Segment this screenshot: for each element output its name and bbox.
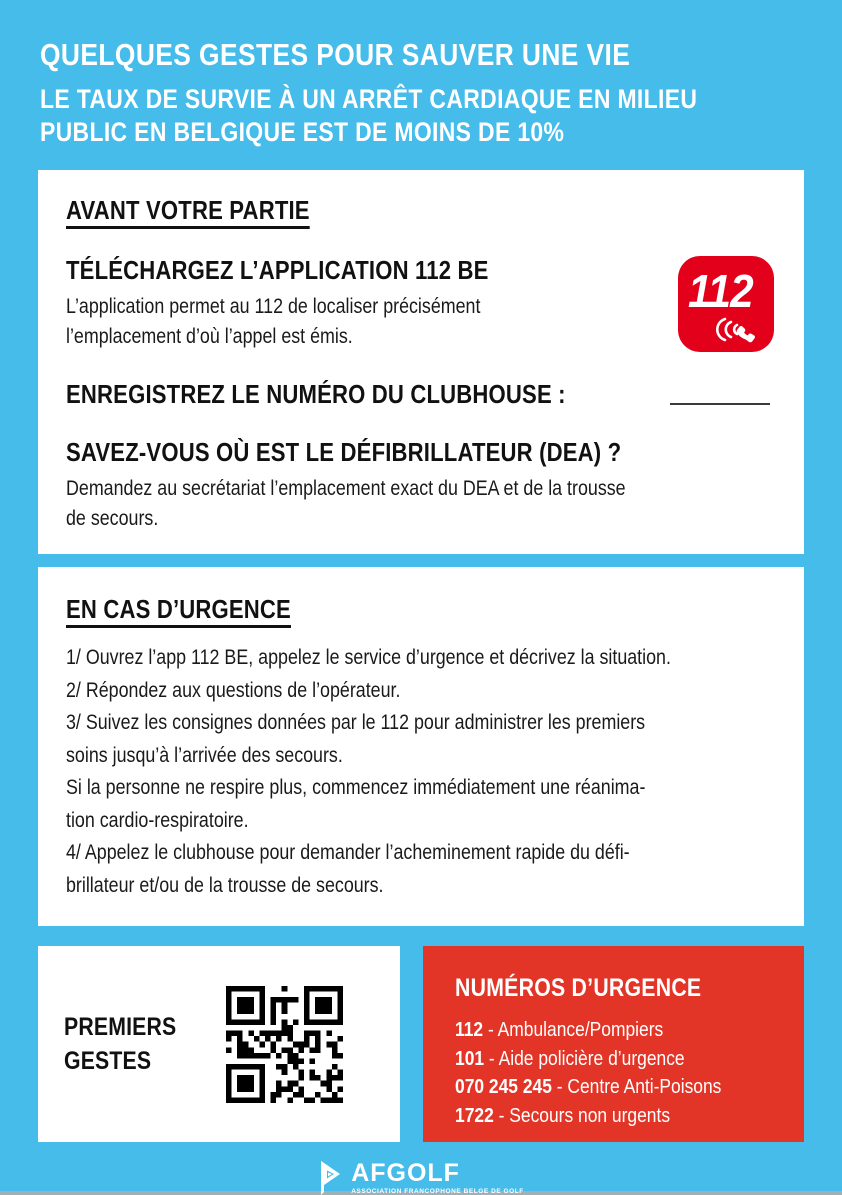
afgolf-logo-text: [351, 1160, 524, 1195]
emergency-steps-list: [66, 642, 776, 902]
emergency-step-line: brillateur et/ou de la trousse de secours.: [66, 873, 384, 897]
download-app-body-line: L’application permet au 112 de localiser précisément: [66, 295, 481, 318]
app-112-text: [66, 254, 678, 352]
bottom-row: [38, 946, 804, 1142]
download-app-body-line: l’emplacement d’où l’appel est émis.: [66, 325, 353, 348]
badge-112-number: 112: [688, 265, 753, 317]
afgolf-footer: [40, 1160, 802, 1195]
download-app-body: [66, 292, 678, 352]
clubhouse-number-blank-field: [670, 403, 770, 405]
emergency-step-line: 3/ Suivez les consignes données par le 112 pour administrer les premiers: [66, 711, 646, 734]
first-aid-label-line: PREMIERS: [64, 1013, 177, 1041]
before-card-heading: AVANT VOTRE PARTIE: [66, 195, 310, 225]
separator: -: [483, 1018, 498, 1041]
dea-body-line: Demandez au secrétariat l’emplacement exact du DEA et de la trousse: [66, 477, 626, 500]
emergency-number: 112: [455, 1018, 484, 1041]
dea-section: [66, 436, 776, 534]
qr-code: [226, 986, 343, 1103]
emergency-number-label: Aide policière d’urgence: [498, 1046, 685, 1070]
emergency-number-item: [455, 1073, 772, 1102]
emergency-numbers-card: [423, 946, 804, 1142]
separator: -: [493, 1103, 510, 1127]
emergency-number-item: [455, 1102, 772, 1131]
emergency-step-line: soins jusqu’à l’arrivée des secours.: [66, 743, 343, 767]
page-title: QUELQUES GESTES POUR SAUVER UNE VIE: [40, 37, 631, 72]
emergency-step-line: 4/ Appelez le clubhouse pour demander l’acheminement rapide du défi-: [66, 841, 630, 864]
emergency-step-line: Si la personne ne respire plus, commencez immédiatement une réanima-: [66, 776, 646, 799]
emergency-numbers-list: [455, 1016, 772, 1130]
dea-heading: SAVEZ-VOUS OÙ EST LE DÉFIBRILLATEUR (DEA) ?: [66, 437, 622, 467]
emergency-step-line: 1/ Ouvrez l’app 112 BE, appelez le service d’urgence et décrivez la situation.: [66, 646, 671, 669]
before-your-round-card: [38, 170, 804, 554]
separator: -: [551, 1075, 568, 1098]
emergency-number: 1722: [455, 1103, 494, 1127]
page-subtitle-line: PUBLIC EN BELGIQUE EST DE MOINS DE 10%: [40, 117, 565, 147]
afgolf-tagline: ASSOCIATION FRANCOPHONE BELGE DE GOLF: [351, 1188, 524, 1195]
clubhouse-number-heading: ENREGISTREZ LE NUMÉRO DU CLUBHOUSE :: [66, 379, 566, 409]
qr-code-image: [226, 986, 343, 1103]
first-aid-card: [38, 946, 400, 1142]
emergency-number-label: Secours non urgents: [509, 1103, 671, 1127]
emergency-number-item: [455, 1016, 772, 1045]
dea-body-line: de secours.: [66, 507, 159, 530]
emergency-number-label: Centre Anti-Poisons: [567, 1075, 722, 1098]
app-112-phone-icon: [678, 256, 774, 352]
emergency-steps-card: [38, 567, 804, 926]
emergency-number: 070 245 245: [455, 1075, 552, 1098]
emergency-number-label: Ambulance/Pompiers: [497, 1018, 664, 1041]
page-subtitle: [40, 83, 802, 149]
clubhouse-number-section: [66, 378, 776, 410]
first-aid-label-line: GESTES: [64, 1047, 152, 1075]
poster-header: [40, 0, 802, 149]
emergency-step-line: tion cardio-respiratoire.: [66, 808, 249, 832]
emergency-number-item: [455, 1045, 772, 1074]
phone-waves-icon: [715, 310, 767, 346]
download-app-heading: TÉLÉCHARGEZ L’APPLICATION 112 BE: [66, 255, 489, 285]
emergency-numbers-heading: NUMÉROS D’URGENCE: [455, 974, 702, 1002]
separator: -: [484, 1046, 499, 1070]
emergency-step-line: 2/ Répondez aux questions de l’opérateur.: [66, 678, 401, 702]
afgolf-name: AFGOLF: [351, 1159, 460, 1187]
page-subtitle-line: LE TAUX DE SURVIE À UN ARRÊT CARDIAQUE EN MILIEU: [40, 84, 698, 114]
emergency-card-heading: EN CAS D’URGENCE: [66, 594, 291, 624]
app-112-section: [66, 254, 776, 352]
afgolf-flag-icon: [318, 1161, 342, 1195]
dea-body: [66, 474, 776, 534]
first-aid-label: [64, 1010, 176, 1078]
emergency-number: 101: [455, 1046, 485, 1070]
